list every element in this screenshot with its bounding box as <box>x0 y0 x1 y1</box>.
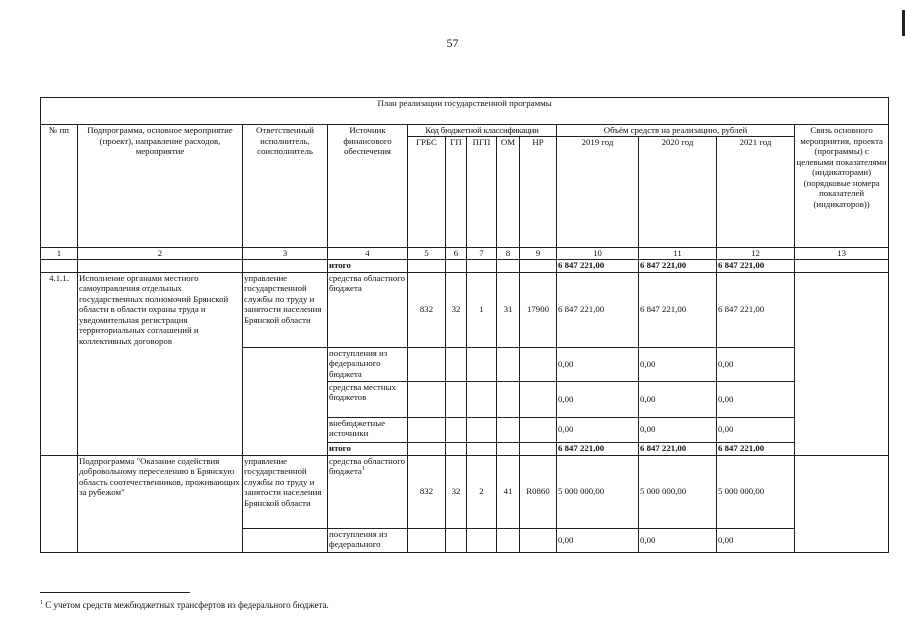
pgp-cell: 2 <box>467 455 497 528</box>
value-2019: 0,00 <box>557 381 639 417</box>
footnote-text: С учетом средств межбюджетных трансфертов из федерального бюджета. <box>43 600 329 610</box>
source-cell: средства областного бюджета$^1$ <box>328 455 408 528</box>
block2-responsible: управление государственной службы по труду и занятости населения Брянской области <box>243 455 328 528</box>
header-2021: 2021 год <box>717 136 795 247</box>
np-cell: 17900 <box>520 272 557 347</box>
col-number: 13 <box>795 247 889 259</box>
col-number: 3 <box>243 247 328 259</box>
pgp-cell: 1 <box>467 272 497 347</box>
header-grbs: ГРБС <box>408 136 446 247</box>
col-number: 8 <box>497 247 520 259</box>
block2-row-regional <box>41 455 889 528</box>
total-2019: 6 847 221,00 <box>557 442 639 455</box>
total-2020: 6 847 221,00 <box>639 259 717 272</box>
value-2021: 0,00 <box>717 381 795 417</box>
value-2019: 0,00 <box>557 417 639 442</box>
header-num: № пп <box>41 125 78 248</box>
source-cell: средства областного бюджета <box>328 272 408 347</box>
col-number: 4 <box>328 247 408 259</box>
header-2020: 2020 год <box>639 136 717 247</box>
block1-num: 4.1.1. <box>41 272 78 455</box>
column-number-row <box>41 247 889 259</box>
block1-row-regional <box>41 272 889 347</box>
col-number: 1 <box>41 247 78 259</box>
header-np: НР <box>520 136 557 247</box>
block2-link <box>795 455 889 552</box>
grbs-cell: 832 <box>408 272 446 347</box>
value-2019: 0,00 <box>557 347 639 381</box>
total-2019: 6 847 221,00 <box>557 259 639 272</box>
grbs-cell: 832 <box>408 455 446 528</box>
header-link: Связь основного мероприятия, проекта (программы) с целевыми показателями (индикаторами) (порядковые номера показателей (индикаторов)) <box>795 125 889 248</box>
block1-responsible: управление государственной службы по труду и занятости населения Брянской области <box>243 272 328 347</box>
footnote <box>40 600 329 610</box>
total-2021: 6 847 221,00 <box>717 259 795 272</box>
block1-link <box>795 272 889 455</box>
value-2020: 0,00 <box>639 381 717 417</box>
header-volume: Объём средств на реализацию, рублей <box>557 125 795 137</box>
value-2021: 0,00 <box>717 417 795 442</box>
header-gp: ГП <box>446 136 467 247</box>
header-om: ОМ <box>497 136 520 247</box>
col-number: 9 <box>520 247 557 259</box>
footnote-separator <box>40 592 190 593</box>
footnote-ref: 1 <box>361 466 365 473</box>
total-label: итого <box>328 442 408 455</box>
value-2019: 0,00 <box>557 528 639 552</box>
value-2019: 6 847 221,00 <box>557 272 639 347</box>
value-2020: 5 000 000,00 <box>639 455 717 528</box>
block1-name: Исполнение органами местного самоуправления отдельных государственных полномочий Брянской области в области охраны труда и уведомительная регистрация территориальных соглашений и коллективных договоров <box>78 272 243 455</box>
total-label: итого <box>328 259 408 272</box>
om-cell: 31 <box>497 272 520 347</box>
gp-cell: 32 <box>446 455 467 528</box>
header-row-1 <box>41 125 889 137</box>
value-2021: 6 847 221,00 <box>717 272 795 347</box>
total-2020: 6 847 221,00 <box>639 442 717 455</box>
col-number: 12 <box>717 247 795 259</box>
page-number: 57 <box>446 36 459 50</box>
value-2019: 5 000 000,00 <box>557 455 639 528</box>
col-number: 2 <box>78 247 243 259</box>
gp-cell: 32 <box>446 272 467 347</box>
value-2021: 5 000 000,00 <box>717 455 795 528</box>
col-number: 11 <box>639 247 717 259</box>
om-cell: 41 <box>497 455 520 528</box>
source-cell: внебюджетные источники <box>328 417 408 442</box>
np-cell: R0860 <box>520 455 557 528</box>
value-2020: 0,00 <box>639 528 717 552</box>
col-number: 5 <box>408 247 446 259</box>
source-cell: поступления из федерального бюджета <box>328 347 408 381</box>
header-code: Код бюджетной классификации <box>408 125 557 137</box>
col-number: 10 <box>557 247 639 259</box>
total-row-top <box>41 259 889 272</box>
block2-name: Подпрограмма "Оказание содействия добровольному переселению в Брянскую область соотечественников, проживающих за рубежом" <box>78 455 243 552</box>
header-source: Источник финансового обеспечения <box>328 125 408 248</box>
col-number: 6 <box>446 247 467 259</box>
table-title: План реализации государственной программы <box>41 98 889 125</box>
source-cell: средства местных бюджетов <box>328 381 408 417</box>
value-2020: 0,00 <box>639 347 717 381</box>
header-2019: 2019 год <box>557 136 639 247</box>
total-2021: 6 847 221,00 <box>717 442 795 455</box>
col-number: 7 <box>467 247 497 259</box>
value-2020: 0,00 <box>639 417 717 442</box>
value-2021: 0,00 <box>717 347 795 381</box>
header-subprogram: Подпрограмма, основное мероприятие (проект), направление расходов, мероприятие <box>78 125 243 248</box>
value-2021: 0,00 <box>717 528 795 552</box>
value-2020: 6 847 221,00 <box>639 272 717 347</box>
header-pgp: ПГП <box>467 136 497 247</box>
table-title-row <box>41 98 889 125</box>
footnote-mark: 1 <box>40 600 43 606</box>
header-responsible: Ответственный исполнитель, соисполнитель <box>243 125 328 248</box>
source-cell: поступления из федерального <box>328 528 408 552</box>
plan-table <box>40 97 889 553</box>
